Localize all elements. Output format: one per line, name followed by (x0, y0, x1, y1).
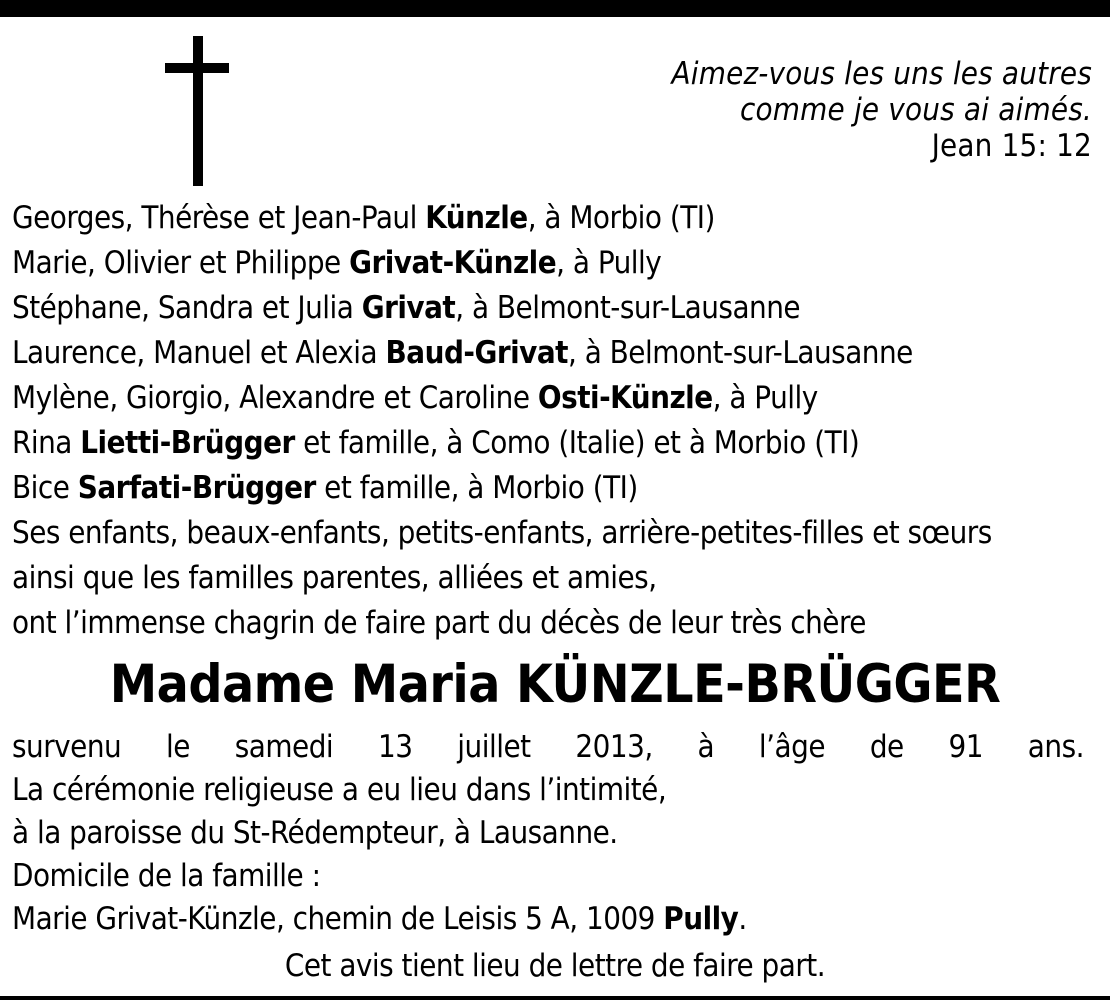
cross-icon (165, 36, 229, 186)
detail-line: La cérémonie religieuse a eu lieu dans l’intimité, (12, 772, 667, 808)
closing-note: Cet avis tient lieu de lettre de faire part. (284, 948, 826, 984)
mourner-line: Bice Sarfati-Brügger et famille, à Morbio (TI) (12, 470, 638, 506)
detail-line: à la paroisse du St-Rédempteur, à Lausanne. (12, 815, 618, 851)
mourner-line: Stéphane, Sandra et Julia Grivat, à Belmont-sur-Lausanne (12, 290, 801, 326)
bible-quote (672, 56, 1093, 164)
announcement-line: ont l’immense chagrin de faire part du décès de leur très chère (12, 605, 866, 641)
top-rule (0, 0, 1110, 17)
death-date-line: survenu le samedi 13 juillet 2013, à l’âge de 91 ans. (12, 729, 1084, 765)
quote-line-2: comme je vous ai aimés. (739, 92, 1092, 128)
bottom-rule (0, 996, 1110, 1000)
mourners-list (12, 196, 1102, 646)
ceremony-details (12, 726, 1084, 941)
mourner-line: Georges, Thérèse et Jean-Paul Künzle, à Morbio (TI) (12, 200, 715, 236)
mourner-line: Laurence, Manuel et Alexia Baud-Grivat, à Belmont-sur-Lausanne (12, 335, 913, 371)
address-line: Marie Grivat-Künzle, chemin de Leisis 5 A, 1009 Pully. (12, 901, 747, 937)
detail-line: Domicile de la famille : (12, 858, 321, 894)
deceased-name: Madame Maria KÜNZLE-BRÜGGER (109, 654, 1001, 715)
mourner-line: Marie, Olivier et Philippe Grivat-Künzle, à Pully (12, 245, 662, 281)
quote-reference: Jean 15: 12 (931, 128, 1092, 164)
mourner-line: Mylène, Giorgio, Alexandre et Caroline Osti-Künzle, à Pully (12, 380, 818, 416)
announcement-line: Ses enfants, beaux-enfants, petits-enfants, arrière-petites-filles et sœurs (12, 515, 992, 551)
quote-line-1: Aimez-vous les uns les autres (671, 56, 1092, 92)
announcement-line: ainsi que les familles parentes, alliées et amies, (12, 560, 657, 596)
mourner-line: Rina Lietti-Brügger et famille, à Como (Italie) et à Morbio (TI) (12, 425, 860, 461)
